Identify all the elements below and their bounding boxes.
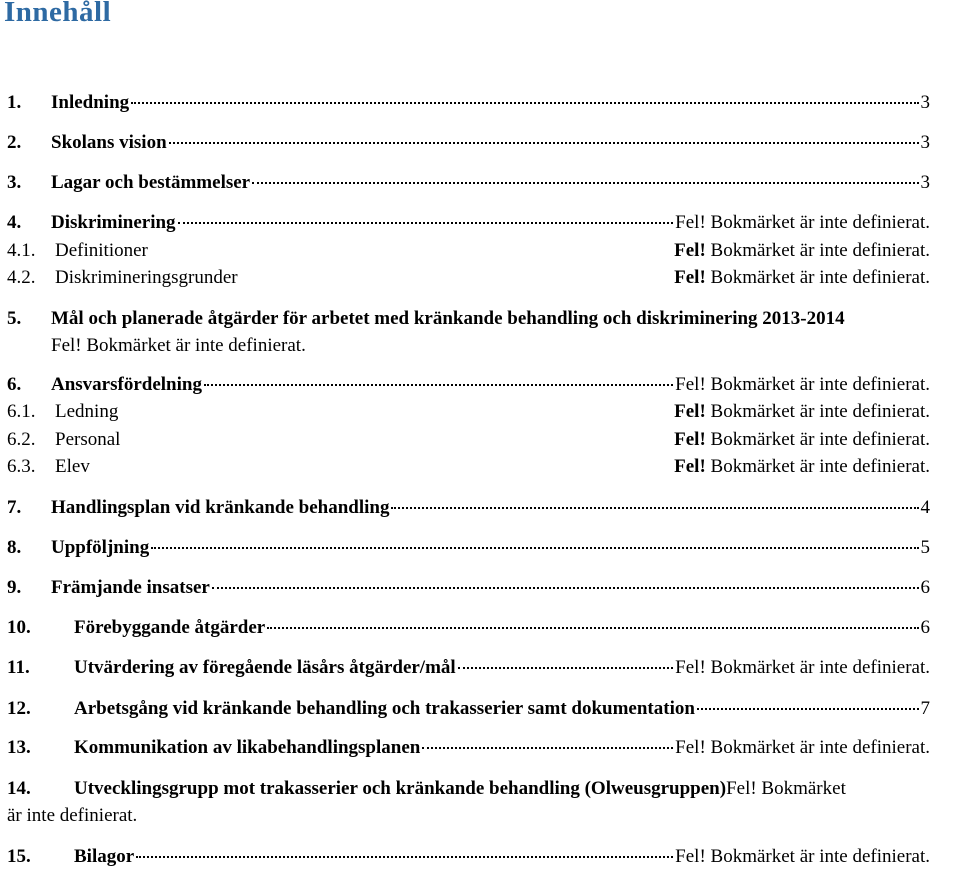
toc-entry-number: 2. <box>7 132 22 153</box>
toc-entry-page-continued: är inte definierat. <box>7 805 138 826</box>
toc-leader-dots <box>131 102 918 104</box>
toc-leader-dots <box>252 182 918 184</box>
toc-entry-page: Fel! Bokmärket är inte definierat. <box>675 846 930 867</box>
toc-entry-title: Inledning <box>51 92 130 113</box>
toc-entry-title: Utvärdering av föregående läsårs åtgärder/mål <box>74 657 456 678</box>
toc-entry-page: Fel! Bokmärket är inte definierat. <box>675 737 930 758</box>
toc-entry-number: 9. <box>7 577 22 598</box>
toc-entry-page: Fel! Bokmärket <box>726 778 846 799</box>
toc-leader-dots <box>136 856 673 858</box>
toc-leader-dots <box>422 747 673 749</box>
toc-entry-title: Ledning <box>55 401 119 422</box>
toc-entry-title: Elev <box>55 456 90 477</box>
toc-leader-dots <box>697 708 919 710</box>
toc-entry-number: 6.1. <box>7 401 36 422</box>
toc-leader-dots <box>178 222 674 224</box>
toc-leader-dots <box>204 384 673 386</box>
toc-entry-title: Främjande insatser <box>51 577 210 598</box>
toc-entry-title: Handlingsplan vid kränkande behandling <box>51 497 390 518</box>
toc-entry-page: Fel! Bokmärket är inte definierat. <box>674 401 930 422</box>
toc-entry-title: Arbetsgång vid kränkande behandling och trakasserier samt dokumentation <box>74 698 695 719</box>
toc-entry-number: 10. <box>7 617 31 638</box>
toc-entry-page: Fel! Bokmärket är inte definierat. <box>674 240 930 261</box>
toc-entry-number: 6.3. <box>7 456 36 477</box>
toc-entry-title: Ansvarsfördelning <box>51 374 202 395</box>
toc-entry-4-2[interactable] <box>7 266 930 290</box>
toc-entry-title: Uppföljning <box>51 537 150 558</box>
toc-entry-title: Kommunikation av likabehandlingsplanen <box>74 737 421 758</box>
toc-entry-number: 6.2. <box>7 429 36 450</box>
toc-entry-6-2[interactable] <box>7 428 930 452</box>
toc-entry-number: 3. <box>7 172 22 193</box>
toc-entry-6-3[interactable] <box>7 455 930 479</box>
toc-entry-number: 15. <box>7 846 31 867</box>
toc-entry-number: 1. <box>7 92 22 113</box>
toc-entry-title: Definitioner <box>55 240 148 261</box>
toc-entry-page: 4 <box>920 497 930 518</box>
toc-entry-5[interactable] <box>7 305 952 359</box>
toc-entry-14[interactable] <box>7 775 956 829</box>
toc-leader-dots <box>458 667 673 669</box>
toc-entry-page: 5 <box>920 537 930 558</box>
toc-leader-dots <box>212 587 919 589</box>
toc-entry-page: Fel! Bokmärket är inte definierat. <box>675 657 930 678</box>
toc-entry-4[interactable] <box>7 211 930 235</box>
toc-entry-page: 6 <box>920 617 930 638</box>
toc-entry-number: 11. <box>7 657 30 678</box>
toc-entry-2[interactable] <box>7 131 930 155</box>
toc-entry-title: Förebyggande åtgärder <box>74 617 266 638</box>
toc-entry-number: 13. <box>7 737 31 758</box>
toc-entry-4-1[interactable] <box>7 239 930 263</box>
toc-entry-9[interactable] <box>7 576 930 600</box>
toc-entry-number: 4. <box>7 212 22 233</box>
toc-entry-page: Fel! Bokmärket är inte definierat. <box>674 456 930 477</box>
toc-entry-page: Fel! Bokmärket är inte definierat. <box>675 212 930 233</box>
toc-entry-page: 3 <box>920 132 930 153</box>
toc-entry-number: 8. <box>7 537 22 558</box>
toc-entry-title: Utvecklingsgrupp mot trakasserier och kränkande behandling (Olweusgruppen) <box>74 778 727 799</box>
toc-entry-number: 5. <box>7 308 22 329</box>
toc-leader-dots <box>391 507 918 509</box>
toc-entry-page: 6 <box>920 577 930 598</box>
toc-entry-12[interactable] <box>7 697 930 721</box>
toc-entry-number: 7. <box>7 497 22 518</box>
toc-entry-title: Lagar och bestämmelser <box>51 172 251 193</box>
toc-entry-6-1[interactable] <box>7 400 930 424</box>
toc-entry-page: 3 <box>920 172 930 193</box>
toc-entry-10[interactable] <box>7 616 930 640</box>
toc-entry-page: Fel! Bokmärket är inte definierat. <box>675 374 930 395</box>
toc-entry-number: 4.2. <box>7 267 36 288</box>
toc-leader-dots <box>267 627 918 629</box>
toc-entry-page: Fel! Bokmärket är inte definierat. <box>674 429 930 450</box>
toc-entry-page: 3 <box>920 92 930 113</box>
toc-entry-title: Skolans vision <box>51 132 167 153</box>
toc-entry-11[interactable] <box>7 656 930 680</box>
toc-entry-6[interactable] <box>7 373 930 397</box>
toc-leader-dots <box>151 547 918 549</box>
toc-heading: Innehåll <box>4 0 112 28</box>
toc-entry-15[interactable] <box>7 845 930 869</box>
toc-entry-title: Personal <box>55 429 121 450</box>
toc-entry-number: 12. <box>7 698 31 719</box>
toc-leader-dots <box>169 142 919 144</box>
toc-entry-title: Diskriminering <box>51 212 176 233</box>
toc-entry-number: 4.1. <box>7 240 36 261</box>
toc-entry-page: 7 <box>920 698 930 719</box>
toc-entry-number: 14. <box>7 778 31 799</box>
toc-entry-title: Bilagor <box>74 846 135 867</box>
toc-entry-1[interactable] <box>7 91 930 115</box>
toc-entry-3[interactable] <box>7 171 930 195</box>
toc-entry-page: Fel! Bokmärket är inte definierat. <box>674 267 930 288</box>
toc-entry-8[interactable] <box>7 536 930 560</box>
toc-entry-page: Fel! Bokmärket är inte definierat. <box>51 335 306 356</box>
toc-entry-7[interactable] <box>7 496 930 520</box>
toc-entry-title: Diskrimineringsgrunder <box>55 267 238 288</box>
toc-entry-title: Mål och planerade åtgärder för arbetet med kränkande behandling och diskriminering 2013-2014 <box>51 308 845 329</box>
toc-entry-number: 6. <box>7 374 22 395</box>
toc-entry-13[interactable] <box>7 736 930 760</box>
